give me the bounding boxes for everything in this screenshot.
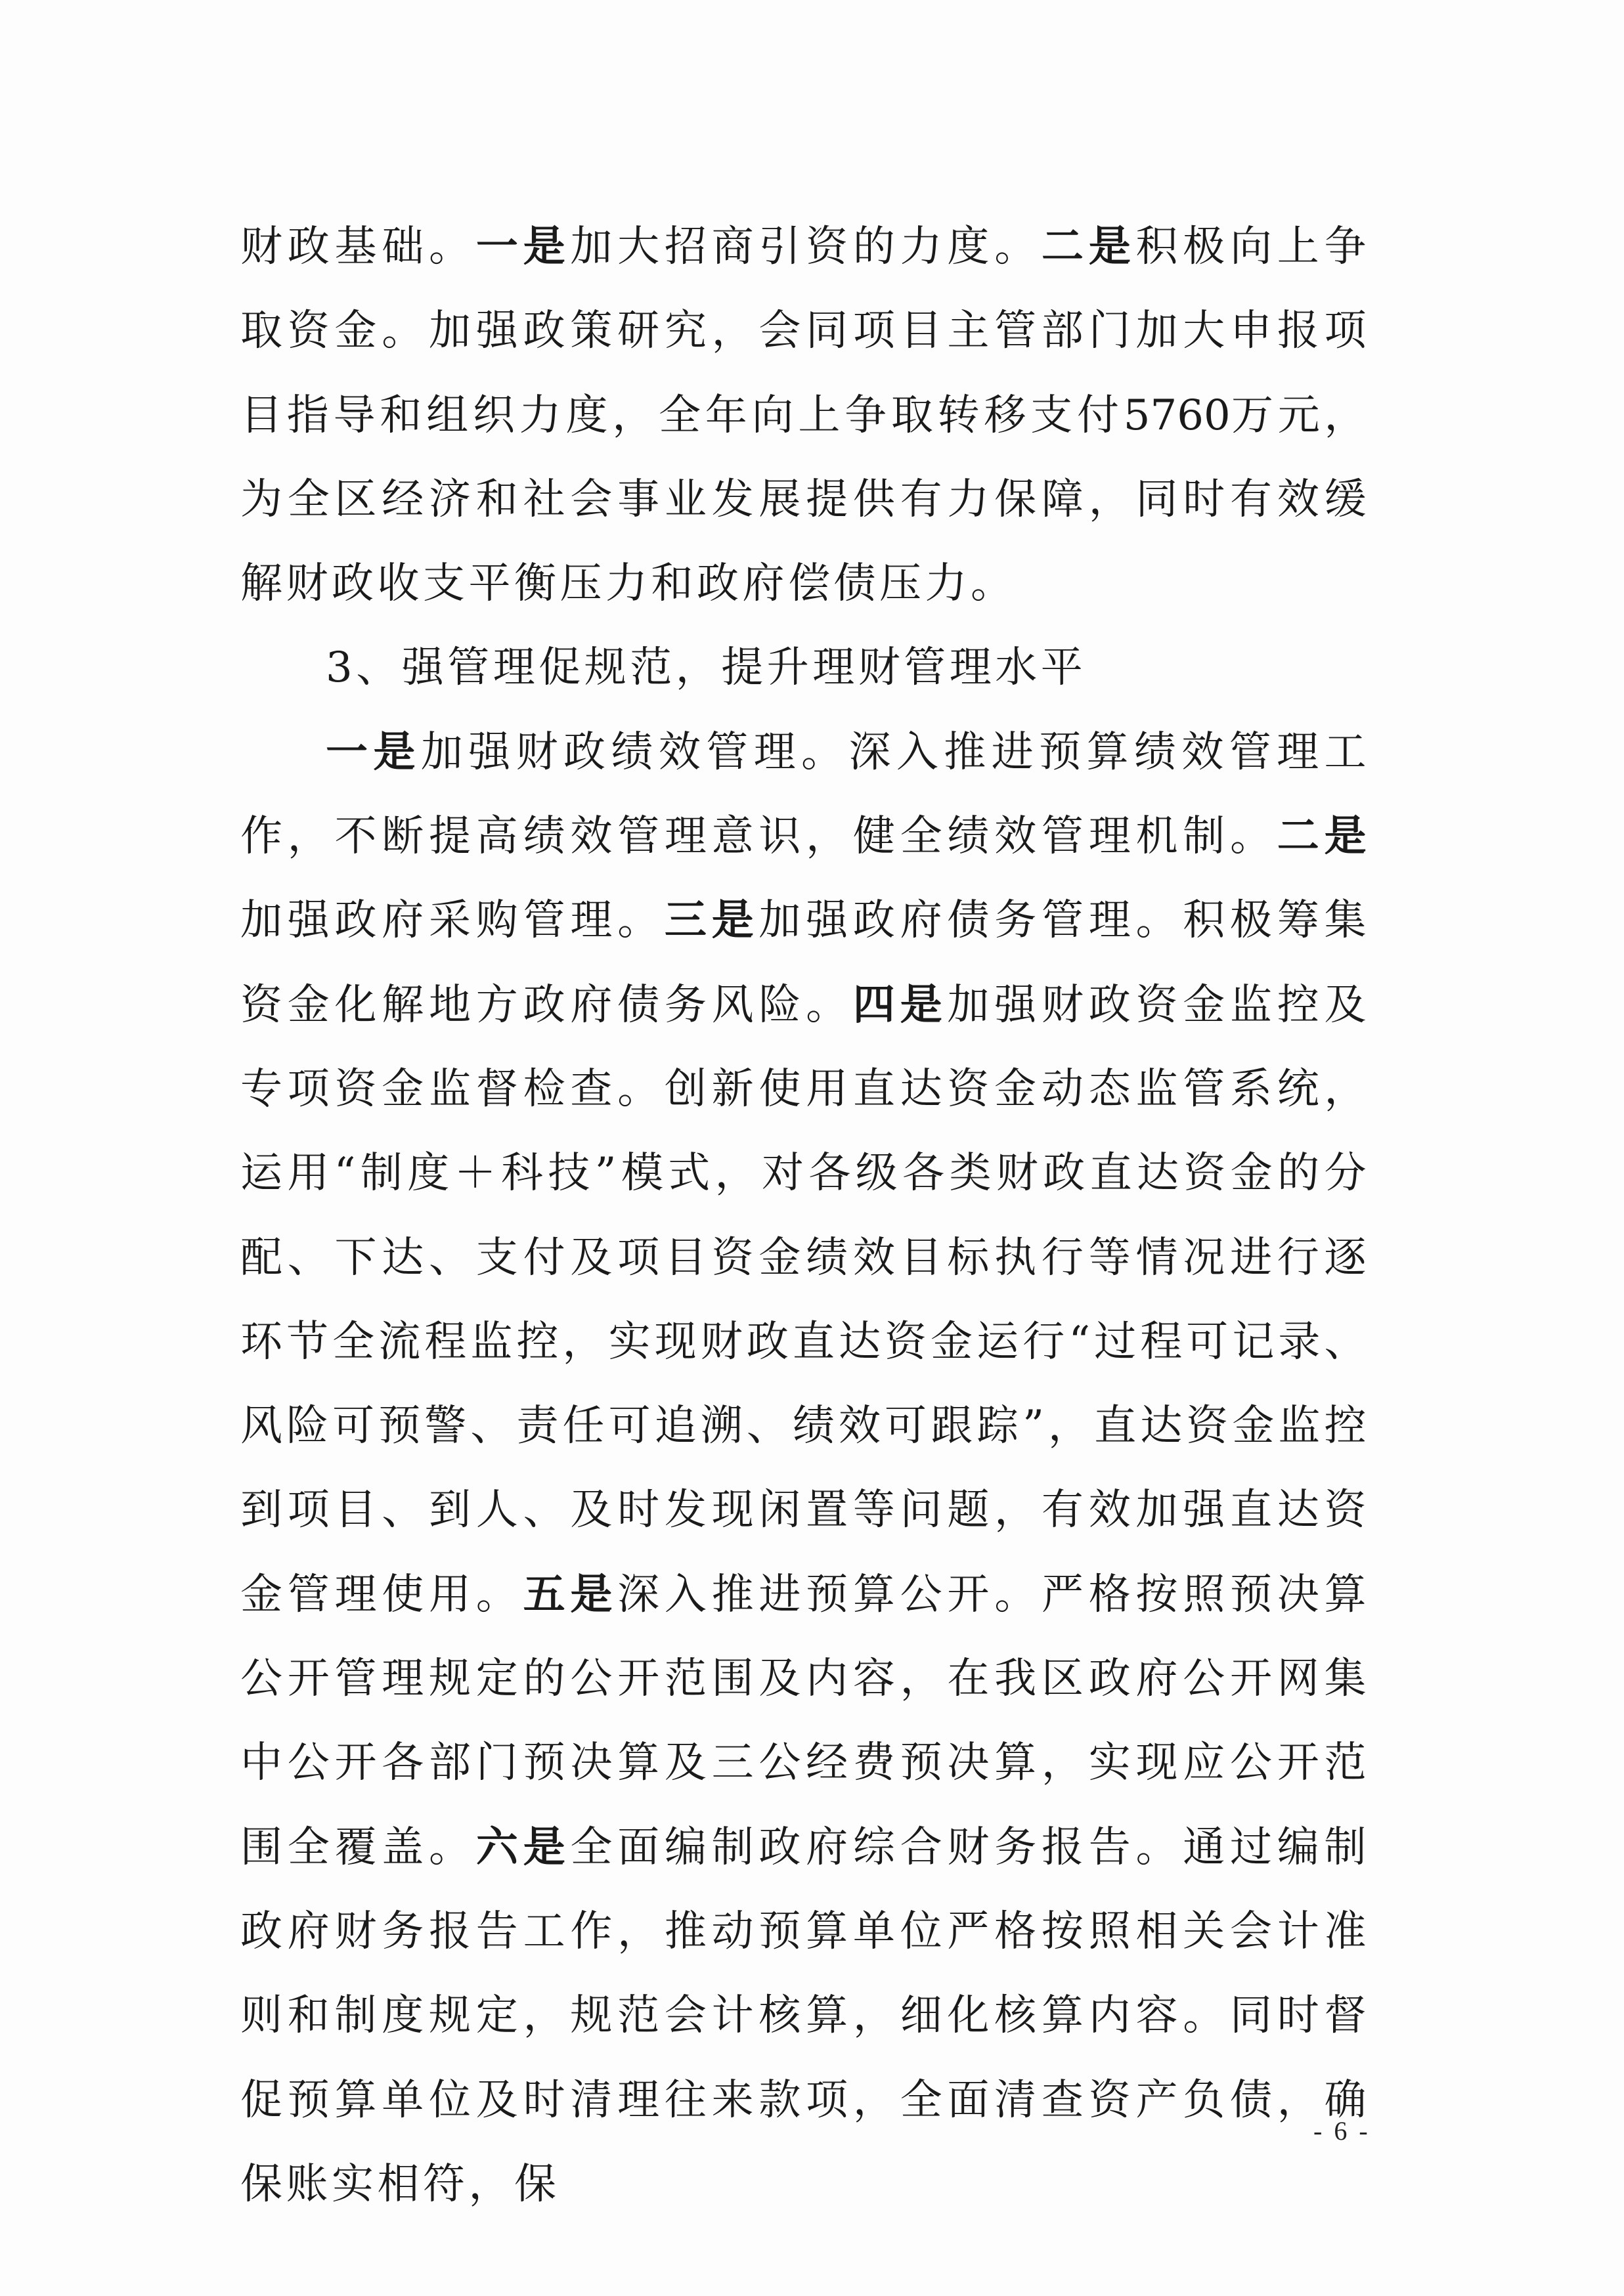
text-run: 财政基础。 — [240, 223, 476, 271]
keyword-fifth: 五是 — [523, 1570, 618, 1619]
text-run: 加强政府债务管理。积极筹集资金化解地方政府债务风险。 — [240, 896, 1371, 1029]
text-run: 深入推进预算公开。严格按照预决算公开管理规定的公开范围及内容，在我区政府公开网集中公开各部门预决算及三公经费预决算，实现应公开范围全覆盖。 — [240, 1570, 1371, 1872]
keyword-first: 一是 — [475, 223, 571, 271]
text-run: 加大招商引资的力度。 — [570, 223, 1042, 271]
keyword-first: 一是 — [326, 727, 421, 777]
text-run: 加强财政绩效管理。深入推进预算绩效管理工作，不断提高绩效管理意识，健全绩效管理机制。 — [240, 727, 1371, 861]
transfer-amount: 5760 — [1123, 391, 1231, 440]
paragraph-fiscal-foundation — [240, 205, 1370, 626]
text-run: 积极向上争取资金。加强政策研究，会同项目主管部门加大申报项目指导和组织力度，全年向上争取转移支付 — [240, 223, 1371, 440]
page-number: - 6 - — [1313, 2116, 1371, 2146]
text-run: 加强财政资金监控及专项资金监督检查。创新使用直达资金动态监管系统，运用“制度＋科技”模式，对各级各类财政直达资金的分配、下达、支付及项目资金绩效目标执行等情况进行逐环节全流程监控，实现财政直达资金运行“过程可记录、风险可预警、责任可追溯、绩效可跟踪”，直达资金监控到项目、到人、及时发现闲置等问题，有效加强直达资金管理使用。 — [240, 980, 1371, 1619]
text-run: 全面编制政府综合财务报告。通过编制政府财务报告工作，推动预算单位严格按照相关会计准则和制度规定，规范会计核算，细化核算内容。同时督促预算单位及时清理往来款项，全面清查资产负债，确保账实相符，保 — [240, 1823, 1371, 2209]
keyword-third: 三是 — [664, 896, 759, 945]
keyword-second: 二是 — [1277, 812, 1371, 861]
text-run: 加强政府采购管理。 — [240, 896, 665, 945]
keyword-second: 二是 — [1041, 223, 1136, 271]
keyword-fourth: 四是 — [852, 980, 948, 1029]
body-text — [240, 205, 1370, 2226]
section-heading: 3、强管理促规范，提升理财管理水平 — [326, 643, 1087, 693]
text-run: 万元，为全区经济和社会事业发展提供有力保障，同时有效缓解财政收支平衡压力和政府偿债压力。 — [240, 391, 1371, 609]
paragraph-management — [240, 710, 1370, 2226]
keyword-sixth: 六是 — [475, 1823, 571, 1872]
